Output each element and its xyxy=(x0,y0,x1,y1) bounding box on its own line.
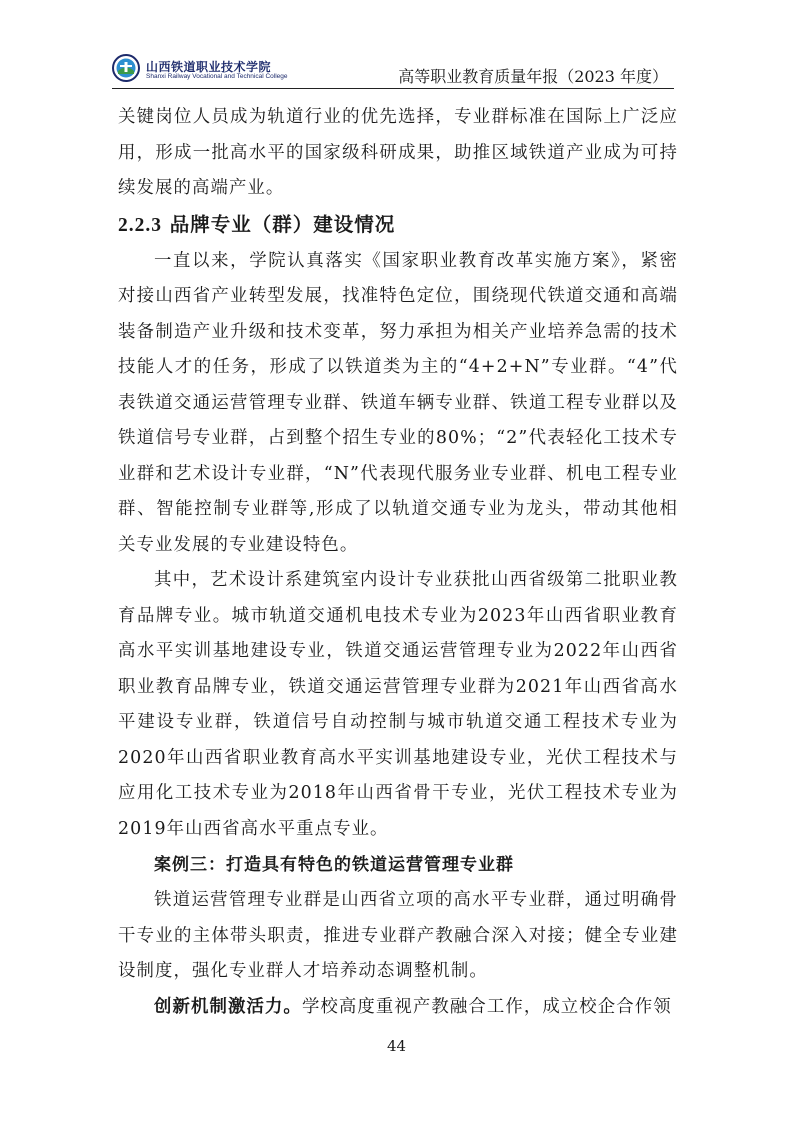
school-name-cn: 山西铁道职业技术学院 xyxy=(146,60,272,74)
case-title: 案例三：打造具有特色的铁道运营管理专业群 xyxy=(154,855,514,875)
section-number: 2.2.3 xyxy=(118,214,162,236)
school-emblem-icon xyxy=(112,54,140,82)
paragraph-3: 铁道运营管理专业群是山西省立项的高水平专业群，通过明确骨干专业的主体带头职责，推进专业群产教融合深入对接；健全专业建设制度，强化专业群人才培养动态调整机制。 xyxy=(118,890,678,981)
page-number: 44 xyxy=(386,1037,407,1055)
paragraph-4-rest: 学校高度重视产教融合工作，成立校企合作领 xyxy=(301,996,672,1017)
paragraph-4 xyxy=(118,990,678,1026)
paragraph-4-lead: 创新机制激活力。 xyxy=(154,996,302,1017)
report-title: 高等职业教育质量年报（2023 年度） xyxy=(398,67,668,86)
section-title: 品牌专业（群）建设情况 xyxy=(169,212,396,236)
school-name-en: Shanxi Railway Vocational and Technical College xyxy=(146,73,288,80)
paragraph-1: 一直以来，学院认真落实《国家职业教育改革实施方案》，紧密对接山西省产业转型发展，找准特色定位，围绕现代铁道交通和高端装备制造产业升级和技术变革，努力承担为相关产业培养急需的技术技能人才的任务，形成了以铁道类为主的“4+2+N”专业群。“4”代表铁道交通运营管理专业群、铁道车辆专业群、铁道工程专业群以及铁道信号专业群，占到整个招生专业的80%；“2”代表轻化工技术专业群和艺术设计专业群，“N”代表现代服务业专业群、机电工程专业群、智能控制专业群等,形成了以轨道交通专业为龙头，带动其他相关专业发展的专业建设特色。 xyxy=(118,250,678,555)
paragraph-intro: 关键岗位人员成为轨道行业的优先选择，专业群标准在国际上广泛应用，形成一批高水平的国家级科研成果，助推区域铁道产业成为可持续发展的高端产业。 xyxy=(118,107,678,198)
page-content xyxy=(118,100,678,1025)
section-heading xyxy=(118,207,678,244)
paragraph-2: 其中，艺术设计系建筑室内设计专业获批山西省级第二批职业教育品牌专业。城市轨道交通机电技术专业为2023年山西省职业教育高水平实训基地建设专业，铁道交通运营管理专业为2022年山西省职业教育品牌专业，铁道交通运营管理专业群为2021年山西省高水平建设专业群，铁道信号自动控制与城市轨道交通工程技术专业为2020年山西省职业教育高水平实训基地建设专业，光伏工程技术与应用化工技术专业为2018年山西省骨干专业，光伏工程技术专业为2019年山西省高水平重点专业。 xyxy=(118,570,678,839)
page-header xyxy=(112,50,674,89)
